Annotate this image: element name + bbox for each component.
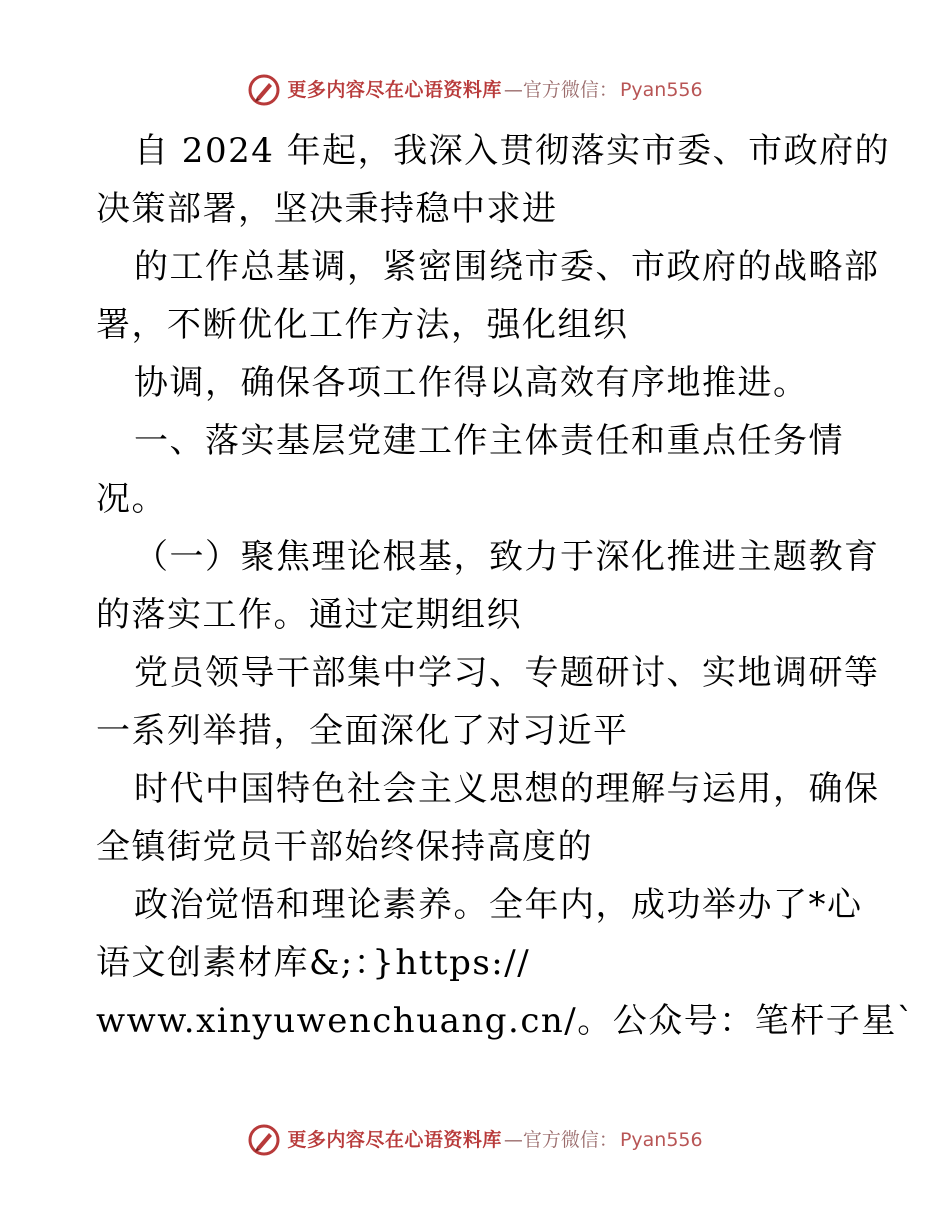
text-line: 自 2024 年起，我深入贯彻落实市委、市政府的: [134, 131, 891, 171]
text-line: 的落实工作。通过定期组织: [96, 595, 522, 635]
text-line: 党员领导干部集中学习、专题研讨、实地调研等: [134, 653, 880, 693]
watermark-wechat-id: Pyan556: [619, 1129, 703, 1151]
text-line: 政治觉悟和理论素养。全年内，成功举办了*心: [134, 885, 863, 925]
text-line: 署，不断优化工作方法，强化组织: [96, 305, 629, 345]
document-body: [96, 122, 916, 1050]
text-line: 全镇街党员干部始终保持高度的: [96, 827, 593, 867]
text-line: 的工作总基调，紧密围绕市委、市政府的战略部: [134, 247, 880, 287]
text-line: 况。: [96, 479, 167, 519]
text-line: 协调，确保各项工作得以高效有序地推进。: [134, 363, 809, 403]
pen-logo-icon: [247, 73, 281, 107]
watermark-wechat-id: Pyan556: [619, 79, 703, 101]
text-line: 语文创素材库&;：}https://: [96, 943, 531, 983]
text-line: 一、落实基层党建工作主体责任和重点任务情: [134, 421, 844, 461]
watermark-brand: 更多内容尽在心语资料库: [287, 1129, 502, 1151]
header-watermark: [0, 70, 950, 110]
watermark-separator: —官方微信：: [503, 79, 618, 101]
text-line: 一系列举措，全面深化了对习近平: [96, 711, 629, 751]
pen-logo-icon: [247, 1123, 281, 1157]
footer-watermark: [0, 1120, 950, 1160]
watermark-separator: —官方微信：: [503, 1129, 618, 1151]
text-line: 时代中国特色社会主义思想的理解与运用，确保: [134, 769, 880, 809]
text-line: www.xinyuwenchuang.cn/。公众号：笔杆子星`: [96, 1001, 916, 1041]
watermark-brand: 更多内容尽在心语资料库: [287, 79, 502, 101]
text-line: （一）聚焦理论根基，致力于深化推进主题教育: [134, 537, 880, 577]
text-line: 决策部署，坚决秉持稳中求进: [96, 189, 558, 229]
